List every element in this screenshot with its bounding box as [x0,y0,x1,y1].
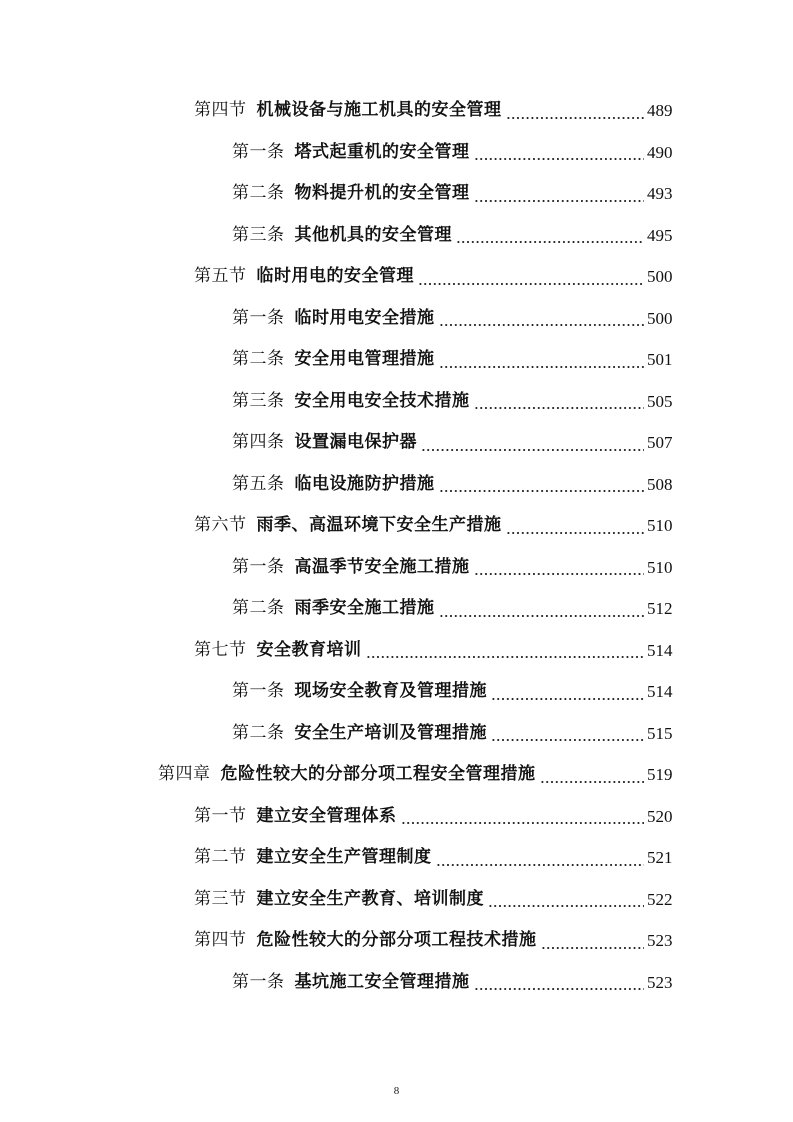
toc-entry-section[interactable] [0,879,682,921]
toc-entry-title: 安全生产培训及管理措施 [294,722,487,743]
toc-entry-title: 雨季、高温环境下安全生产措施 [256,515,502,536]
toc-entry-number: 第一条 [232,971,285,992]
toc-entry-title: 危险性较大的分部分项工程技术措施 [256,930,537,951]
toc-entry-article[interactable] [0,132,682,174]
toc-entry-page: 501 [647,350,673,370]
toc-dot-leader [491,738,644,742]
toc-dot-leader [439,489,645,493]
toc-entry-number: 第一条 [232,556,285,577]
toc-entry-article[interactable] [0,339,682,381]
toc-dot-leader [541,946,645,950]
toc-entry-article[interactable] [0,381,682,423]
toc-entry-title: 建立安全管理体系 [256,805,397,826]
toc-entry-title: 现场安全教育及管理措施 [294,681,487,702]
toc-entry-page: 523 [647,931,673,951]
toc-entry-number: 第四章 [158,764,211,785]
toc-dot-leader [418,282,644,286]
toc-entry-page: 505 [647,391,673,411]
toc-dot-leader [439,614,645,618]
toc-entry-title: 基坑施工安全管理措施 [294,971,470,992]
toc-entry-section[interactable] [0,796,682,838]
toc-entry-page: 512 [647,599,673,619]
toc-entry-page: 521 [647,848,673,868]
toc-entry-article[interactable] [0,215,682,257]
toc-dot-leader [474,406,645,410]
table-of-contents [0,90,793,1003]
toc-entry-section[interactable] [0,630,682,672]
toc-entry-title: 临电设施防护措施 [294,473,435,494]
toc-entry-section[interactable] [0,837,682,879]
toc-dot-leader [456,240,644,244]
toc-entry-number: 第二条 [232,722,285,743]
toc-entry-article[interactable] [0,422,682,464]
toc-entry-number: 第五条 [232,473,285,494]
toc-dot-leader [439,323,645,327]
toc-entry-article[interactable] [0,713,682,755]
toc-entry-number: 第三节 [194,888,247,909]
toc-dot-leader [540,780,645,784]
toc-dot-leader [474,157,645,161]
toc-entry-section[interactable] [0,920,682,962]
toc-dot-leader [488,904,644,908]
toc-entry-number: 第一节 [194,805,247,826]
toc-entry-number: 第二条 [232,598,285,619]
toc-entry-number: 第一条 [232,141,285,162]
toc-entry-number: 第四节 [194,100,247,121]
toc-entry-number: 第三条 [232,390,285,411]
toc-entry-page: 508 [647,474,673,494]
toc-dot-leader [436,863,645,867]
toc-entry-number: 第四条 [232,432,285,453]
toc-entry-title: 建立安全生产教育、培训制度 [256,888,484,909]
toc-entry-article[interactable] [0,464,682,506]
toc-entry-page: 510 [647,557,673,577]
toc-entry-article[interactable] [0,588,682,630]
toc-entry-page: 519 [647,765,673,785]
toc-entry-number: 第七节 [194,639,247,660]
toc-entry-page: 520 [647,806,673,826]
toc-dot-leader [474,572,645,576]
toc-entry-title: 塔式起重机的安全管理 [294,141,470,162]
toc-dot-leader [421,448,644,452]
toc-entry-article[interactable] [0,671,682,713]
toc-dot-leader [366,655,645,659]
toc-entry-article[interactable] [0,547,682,589]
toc-entry-number: 第一条 [232,307,285,328]
toc-list [0,90,793,1003]
toc-entry-page: 495 [647,225,673,245]
toc-entry-page: 514 [647,640,673,660]
toc-entry-number: 第二条 [232,183,285,204]
toc-entry-title: 临时用电安全措施 [294,307,435,328]
toc-dot-leader [474,987,645,991]
toc-entry-page: 523 [647,972,673,992]
toc-entry-number: 第三条 [232,224,285,245]
toc-entry-page: 510 [647,516,673,536]
toc-dot-leader [506,116,645,120]
toc-entry-page: 493 [647,184,673,204]
toc-entry-title: 机械设备与施工机具的安全管理 [256,100,502,121]
toc-entry-article[interactable] [0,298,682,340]
toc-entry-article[interactable] [0,173,682,215]
toc-entry-page: 500 [647,308,673,328]
toc-entry-page: 522 [647,889,673,909]
toc-entry-section[interactable] [0,505,682,547]
toc-entry-page: 490 [647,142,673,162]
toc-entry-number: 第六节 [194,515,247,536]
toc-entry-title: 安全用电安全技术措施 [294,390,470,411]
toc-entry-title: 临时用电的安全管理 [256,266,414,287]
toc-entry-number: 第二条 [232,349,285,370]
toc-entry-title: 建立安全生产管理制度 [256,847,432,868]
toc-entry-title: 高温季节安全施工措施 [294,556,470,577]
toc-dot-leader [474,199,645,203]
toc-entry-article[interactable] [0,962,682,1004]
toc-entry-number: 第四节 [194,930,247,951]
toc-entry-title: 安全教育培训 [256,639,362,660]
toc-entry-number: 第二节 [194,847,247,868]
toc-entry-page: 489 [647,101,673,121]
toc-dot-leader [401,821,645,825]
toc-entry-title: 危险性较大的分部分项工程安全管理措施 [220,764,536,785]
toc-entry-title: 安全用电管理措施 [294,349,435,370]
toc-entry-title: 设置漏电保护器 [294,432,417,453]
toc-entry-section[interactable] [0,256,682,298]
toc-entry-chapter[interactable] [0,754,682,796]
toc-dot-leader [491,697,644,701]
page-number: 8 [393,1085,400,1097]
toc-entry-page: 500 [647,267,673,287]
toc-entry-page: 507 [647,433,673,453]
toc-entry-title: 物料提升机的安全管理 [294,183,470,204]
toc-entry-page: 514 [647,682,673,702]
toc-entry-title: 雨季安全施工措施 [294,598,435,619]
toc-dot-leader [439,365,645,369]
toc-entry-page: 515 [647,723,673,743]
toc-entry-title: 其他机具的安全管理 [294,224,452,245]
toc-entry-section[interactable] [0,90,682,132]
toc-entry-number: 第五节 [194,266,247,287]
toc-entry-number: 第一条 [232,681,285,702]
toc-dot-leader [506,531,645,535]
